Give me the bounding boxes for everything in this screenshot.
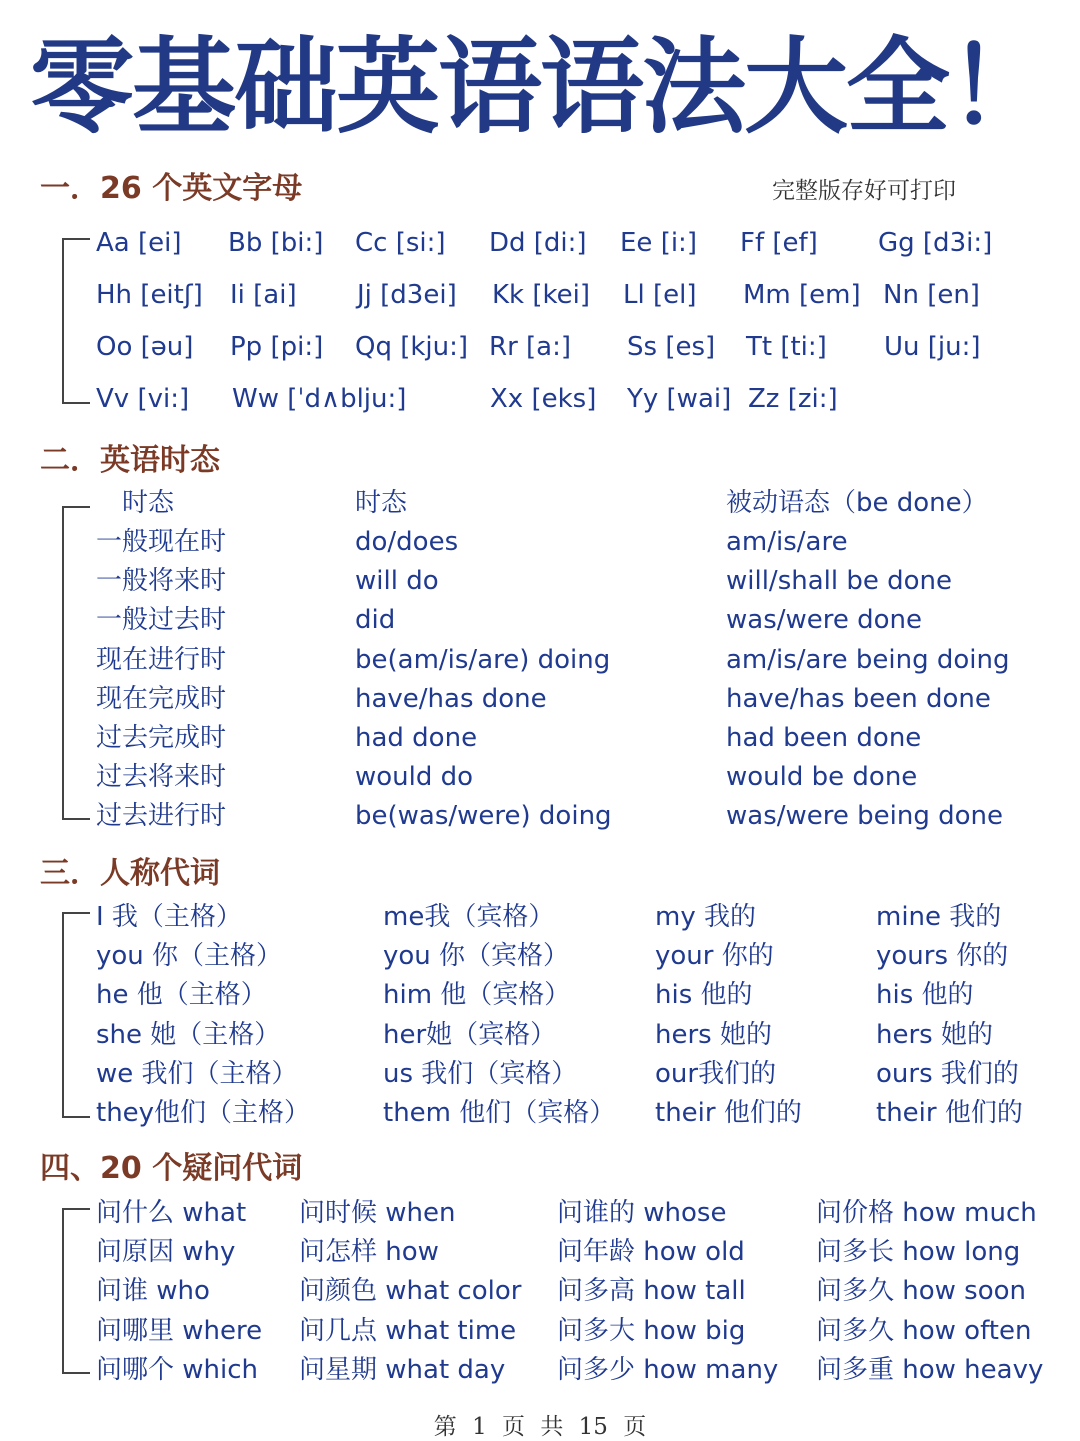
tense-active-form: be(am/is/are) doing: [355, 644, 611, 675]
question-word-cell: 问年龄 how old: [557, 1237, 745, 1268]
question-word-cell: 问谁的 whose: [557, 1198, 727, 1228]
alphabet-letter: Aa [ei]: [96, 228, 182, 258]
tenses-header-passive: 被动语态（be done）: [726, 488, 988, 518]
alphabet-letter: Cc [si:]: [355, 228, 446, 258]
alphabet-letter: Xx [eks]: [490, 384, 597, 414]
tense-name: 一般现在时: [96, 527, 227, 557]
pronoun-cell: his 他的: [655, 980, 753, 1011]
tense-active-form: would do: [355, 762, 474, 793]
page-footer: 第 1 页 共 15 页: [433, 1414, 647, 1440]
question-word-cell: 问哪里 where: [96, 1315, 263, 1346]
alphabet-letter: Ff [ef]: [740, 228, 818, 258]
pronoun-cell: we 我们（主格）: [96, 1058, 298, 1089]
pronoun-cell: hers 她的: [876, 1019, 993, 1050]
tense-name: 一般过去时: [96, 605, 227, 636]
alphabet-letter: Rr [a:]: [489, 332, 571, 362]
pronoun-cell: their 他们的: [655, 1098, 802, 1128]
tense-name: 过去进行时: [96, 801, 227, 832]
alphabet-letter: Vv [vi:]: [96, 384, 190, 414]
tense-name: 过去将来时: [96, 762, 227, 793]
pronoun-cell: she 她（主格）: [96, 1019, 281, 1050]
tense-passive-form: am/is/are being doing: [726, 644, 1010, 675]
pronoun-cell: his 他的: [876, 980, 974, 1011]
alphabet-letter: Mm [em]: [743, 280, 861, 310]
alphabet-letter: Qq [kju:]: [355, 332, 469, 362]
tense-active-form: had done: [355, 723, 478, 753]
tense-name: 现在进行时: [96, 644, 227, 675]
pronoun-cell: your 你的: [655, 941, 774, 972]
alphabet-letter: Ee [i:]: [620, 228, 697, 258]
pronoun-cell: ours 我们的: [876, 1058, 1019, 1089]
pronoun-cell: mine 我的: [876, 902, 1002, 932]
question-word-cell: 问原因 why: [96, 1237, 236, 1268]
alphabet-bracket: [62, 238, 90, 404]
pronoun-cell: you 你（主格）: [96, 941, 283, 972]
tenses-bracket: [62, 506, 90, 820]
alphabet-letter: Kk [kei]: [492, 280, 591, 310]
alphabet-letter: Dd [di:]: [489, 228, 587, 258]
tense-passive-form: have/has been done: [726, 683, 991, 714]
pronoun-cell: their 他们的: [876, 1098, 1023, 1128]
pronoun-cell: me我（宾格）: [383, 902, 555, 932]
alphabet-letter: Oo [əu]: [96, 332, 194, 362]
tense-passive-form: was/were done: [726, 605, 923, 636]
tense-passive-form: was/were being done: [726, 801, 1003, 832]
alphabet-letter: Ss [es]: [627, 332, 716, 362]
tenses-header-name: 时态: [122, 488, 175, 518]
alphabet-letter: Nn [en]: [883, 280, 980, 310]
alphabet-letter: Ll [el]: [623, 280, 697, 310]
question-word-cell: 问价格 how much: [816, 1198, 1037, 1228]
pronoun-cell: hers 她的: [655, 1019, 772, 1050]
pronoun-cell: him 他（宾格）: [383, 980, 571, 1011]
tenses-header-active: 时态: [355, 488, 408, 518]
alphabet-letter: Jj [d3ei]: [357, 280, 457, 310]
section-heading-tenses: 二．英语时态: [40, 443, 220, 478]
print-note: 完整版存好可打印: [772, 178, 956, 204]
alphabet-letter: Pp [pi:]: [230, 332, 324, 362]
question-word-cell: 问星期 what day: [299, 1354, 506, 1385]
alphabet-letter: Uu [ju:]: [884, 332, 981, 362]
question-word-cell: 问哪个 which: [96, 1354, 259, 1385]
pronoun-cell: you 你（宾格）: [383, 941, 570, 972]
question-word-cell: 问多大 how big: [557, 1315, 746, 1346]
tense-active-form: will do: [355, 566, 439, 597]
question-word-cell: 问怎样 how: [299, 1237, 439, 1268]
alphabet-letter: Gg [d3i:]: [878, 228, 993, 258]
tense-active-form: did: [355, 605, 396, 636]
alphabet-letter: Tt [ti:]: [746, 332, 827, 362]
alphabet-letter: Zz [zi:]: [748, 384, 838, 414]
question-word-cell: 问什么 what: [96, 1198, 247, 1228]
pronoun-cell: her她（宾格）: [383, 1019, 557, 1050]
tense-passive-form: will/shall be done: [726, 566, 953, 597]
tense-passive-form: had been done: [726, 723, 922, 753]
pronouns-bracket: [62, 912, 90, 1118]
tense-active-form: do/does: [355, 527, 459, 557]
alphabet-letter: Yy [wai]: [627, 384, 732, 414]
question-word-cell: 问多久 how often: [816, 1315, 1032, 1346]
pronoun-cell: they他们（主格）: [96, 1098, 311, 1128]
question-word-cell: 问时候 when: [299, 1198, 456, 1228]
question-word-cell: 问多重 how heavy: [816, 1354, 1044, 1385]
section-heading-alphabet: 一．26 个英文字母: [40, 171, 303, 206]
tense-name: 过去完成时: [96, 723, 227, 753]
alphabet-letter: Hh [eitʃ]: [96, 280, 203, 310]
pronoun-cell: he 他（主格）: [96, 980, 267, 1011]
tense-active-form: be(was/were) doing: [355, 801, 612, 832]
question-word-cell: 问多少 how many: [557, 1354, 779, 1385]
pronoun-cell: our我们的: [655, 1058, 777, 1089]
alphabet-letter: Ww [ˈd∧blju:]: [232, 384, 407, 414]
question-word-cell: 问谁 who: [96, 1276, 210, 1307]
section-heading-pronouns: 三．人称代词: [40, 856, 220, 891]
tense-active-form: have/has done: [355, 683, 547, 714]
tense-passive-form: would be done: [726, 762, 918, 793]
question-word-cell: 问多高 how tall: [557, 1276, 746, 1307]
pronoun-cell: my 我的: [655, 902, 756, 932]
alphabet-letter: Bb [bi:]: [228, 228, 324, 258]
tense-name: 一般将来时: [96, 566, 227, 597]
questions-bracket: [62, 1208, 90, 1374]
pronoun-cell: them 他们（宾格）: [383, 1098, 616, 1128]
section-heading-questions: 四、20 个疑问代词: [40, 1151, 303, 1186]
pronoun-cell: us 我们（宾格）: [383, 1058, 578, 1089]
question-word-cell: 问多长 how long: [816, 1237, 1021, 1268]
pronoun-cell: yours 你的: [876, 941, 1009, 972]
question-word-cell: 问多久 how soon: [816, 1276, 1027, 1307]
pronoun-cell: I 我（主格）: [96, 902, 242, 932]
question-word-cell: 问颜色 what color: [299, 1276, 522, 1307]
tense-name: 现在完成时: [96, 683, 227, 714]
page-title: 零基础英语语法大全！: [29, 26, 1050, 148]
question-word-cell: 问几点 what time: [299, 1315, 517, 1346]
tense-passive-form: am/is/are: [726, 527, 848, 557]
alphabet-letter: Ii [ai]: [230, 280, 297, 310]
